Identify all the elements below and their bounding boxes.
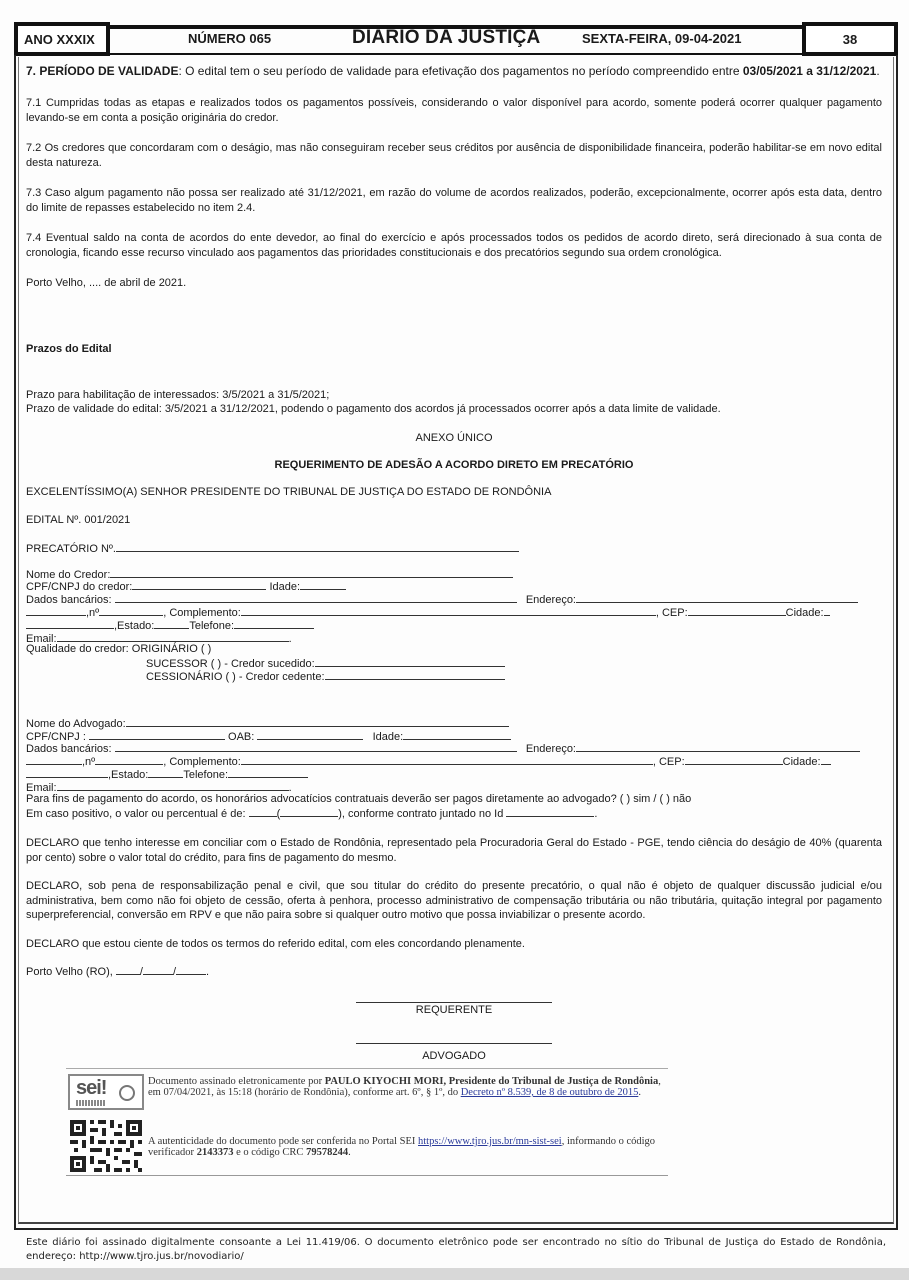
advogado-label: ADVOGADO <box>422 1050 486 1062</box>
page-edge <box>0 1268 909 1280</box>
section-7 <box>26 64 882 291</box>
advogado-state-row: ,Estado: Telefone: <box>26 767 308 781</box>
credor-city-input[interactable] <box>824 605 830 616</box>
requerente-label: REQUERENTE <box>415 1004 493 1016</box>
section-7-intro: 7. PERÍODO DE VALIDADE: O edital tem o seu período de validade para efetivação dos pagamentos no período compreendido entre 03/05/2021 a 31/12/2021. <box>26 64 880 78</box>
credor-cpf-row: CPF/CNPJ do credor: Idade: <box>26 579 346 593</box>
advogado-cep-input[interactable] <box>685 754 783 765</box>
credor-bank-row: Dados bancários: Endereço: <box>26 592 858 606</box>
crc-code: 79578244 <box>306 1147 349 1158</box>
anexo-title: ANEXO ÚNICO <box>415 432 493 444</box>
credor-city-input-cont[interactable] <box>26 618 114 629</box>
requerente-signature-line[interactable] <box>356 1002 552 1003</box>
credor-cedente-input[interactable] <box>325 669 505 680</box>
declaration-3: DECLARO que estou ciente de todos os termos do referido edital, com eles concordando plenamente. <box>26 937 525 950</box>
verifier-code: 2143373 <box>196 1147 234 1158</box>
sei-logo-text: sei! <box>76 1077 107 1099</box>
qr-code-icon <box>70 1120 142 1172</box>
place-date: Porto Velho, .... de abril de 2021. <box>26 277 187 289</box>
advogado-state-input[interactable] <box>148 767 183 778</box>
credor-state-input[interactable] <box>154 618 189 629</box>
signer-name: PAULO KIYOCHI MORI <box>324 1076 444 1087</box>
sei-portal-link[interactable]: https://www.tjro.jus.br/mn-sist-sei <box>418 1136 562 1147</box>
credor-phone-input[interactable] <box>234 618 314 629</box>
prazos-heading: Prazos do Edital <box>26 343 112 355</box>
month-input[interactable] <box>143 964 173 975</box>
credor-street-input[interactable] <box>26 605 86 616</box>
page-number: 38 <box>842 31 858 47</box>
honorarios-value-row: Em caso positivo, o valor ou percentual é de: ( ), conforme contrato juntado no Id . <box>26 808 598 820</box>
anexo-subtitle: REQUERIMENTO DE ADESÃO A ACORDO DIRETO EM PRECATÓRIO <box>274 459 634 471</box>
credor-number-input[interactable] <box>99 605 163 616</box>
credor-qualidade: Qualidade do credor: ORIGINÁRIO ( ) <box>26 643 212 655</box>
issue-number: NÚMERO 065 <box>188 31 272 46</box>
advogado-name-row: Nome do Advogado: <box>26 716 509 730</box>
credor-complement-input[interactable] <box>241 605 656 616</box>
edital-number: EDITAL Nº. 001/2021 <box>26 514 131 526</box>
credor-address-row2: ,nº , Complemento: , CEP: Cidade: <box>26 605 830 619</box>
advogado-name-input[interactable] <box>126 716 509 727</box>
item-7-3: 7.3 Caso algum pagamento não possa ser realizado até 31/12/2021, em razão do volume de acordos realizados, poderão, excepcionalmente, ocorrer após esta data, dentro do limite de repasses estabelecido no item 2.4. <box>26 187 882 214</box>
item-7-2: 7.2 Os credores que concordaram com o deságio, mas não conseguiram receber seus créditos por ausência de disponibilidade financeira, poderão habilitar-se em novo edital desta natureza. <box>26 142 882 169</box>
signature-seal-icon <box>119 1085 135 1101</box>
advogado-signature-line[interactable] <box>356 1043 552 1044</box>
credor-state-row: ,Estado: Telefone: <box>26 618 314 632</box>
decree-link[interactable]: Decreto nº 8.539, de 8 de outubro de 2015 <box>460 1087 639 1098</box>
sei-signature-note: Documento assinado eletronicamente por PAULO KIYOCHI MORI, Presidente do Tribunal de Justiça de Rondônia, em 07/04/2021, às 15:18 (horário de Rondônia), conforme art. 6º, § 1º, do Decreto nº 8.539, de 8 de outubro de 2015. <box>148 1076 661 1098</box>
declaration-1: DECLARO que tenho interesse em conciliar com o Estado de Rondônia, representado pela Procuradoria Geral do Estado - PGE, tendo ciência do deságio de 40% (quarenta por cento) sobre o valor total do crédito, para fins de pagamento do mesmo. <box>26 837 882 864</box>
section-7-heading: 7. PERÍODO DE VALIDADE <box>26 64 179 78</box>
credor-bank-input[interactable] <box>115 592 517 603</box>
advogado-oab-input[interactable] <box>257 729 363 740</box>
honorarios-value-input[interactable] <box>249 806 277 817</box>
credor-address-input[interactable] <box>576 592 858 603</box>
year-input[interactable] <box>176 964 206 975</box>
prazo-habilitacao: Prazo para habilitação de interessados: 3/5/2021 a 31/5/2021; <box>26 389 330 401</box>
item-7-4: 7.4 Eventual saldo na conta de acordos do ente devedor, ao final do exercício e após processados todos os pedidos de acordo direto, será direcionado à sua conta de cronologia, ficando esse recurso vinculado aos pagamentos das prioridades constitucionais e dos precatórios segundo sua ordem cronológica. <box>26 232 882 259</box>
honorarios-question: Para fins de pagamento do acordo, os honorários advocatícios contratuais deverão ser pagos diretamente ao advogado? ( ) sim / ( ) não <box>26 793 692 805</box>
honorarios-value-words-input[interactable] <box>280 806 338 817</box>
advogado-bank-row: Dados bancários: Endereço: <box>26 741 860 755</box>
advogado-city-input[interactable] <box>821 754 831 765</box>
credor-cessionario-row: CESSIONÁRIO ( ) - Credor cedente: <box>146 669 505 683</box>
day-input[interactable] <box>116 964 140 975</box>
advogado-street-input[interactable] <box>26 754 82 765</box>
advogado-email-row: Email: . <box>26 782 292 794</box>
year-box <box>14 22 110 56</box>
advogado-phone-input[interactable] <box>228 767 308 778</box>
validity-period: 03/05/2021 a 31/12/2021 <box>742 64 877 78</box>
addressee: EXCELENTÍSSIMO(A) SENHOR PRESIDENTE DO TRIBUNAL DE JUSTIÇA DO ESTADO DE RONDÔNIA <box>26 486 552 498</box>
credor-sucedido-input[interactable] <box>315 656 505 667</box>
sei-logo <box>68 1074 144 1110</box>
advogado-city-input-cont[interactable] <box>26 767 108 778</box>
advogado-number-input[interactable] <box>95 754 163 765</box>
advogado-email-input[interactable] <box>57 780 289 791</box>
credor-idade-input[interactable] <box>300 579 346 590</box>
sei-divider-bottom <box>66 1175 668 1176</box>
place-date-form: Porto Velho (RO), / / . <box>26 966 210 978</box>
declarations <box>26 836 882 951</box>
credor-cpf-input[interactable] <box>132 579 266 590</box>
advogado-cpf-input[interactable] <box>89 729 225 740</box>
credor-name-row: Nome do Credor: <box>26 567 513 581</box>
publication-title: DIARIO DA JUSTIÇA <box>352 27 541 48</box>
issue-date: SEXTA-FEIRA, 09-04-2021 <box>582 31 742 46</box>
credor-sucessor-row: SUCESSOR ( ) - Credor sucedido: <box>146 656 505 670</box>
page-number-box <box>802 22 898 56</box>
credor-cep-input[interactable] <box>688 605 786 616</box>
precatorio-field: PRECATÓRIO Nº. <box>26 541 519 555</box>
prazo-validade: Prazo de validade do edital: 3/5/2021 a 31/12/2021, podendo o pagamento dos acordos já processados ocorrer após a data limite de validade. <box>26 403 721 415</box>
page-footer: Este diário foi assinado digitalmente consoante a Lei 11.419/06. O documento eletrônico pode ser encontrado no sítio do Tribunal de Justiça do Estado de Rondônia, endereço: http://www.tjro.jus.br/novodiario/ <box>26 1237 886 1262</box>
year-label: ANO XXXIX <box>24 31 95 47</box>
advogado-address-input[interactable] <box>576 741 860 752</box>
advogado-bank-input[interactable] <box>115 741 517 752</box>
advogado-cpf-row: CPF/CNPJ : OAB: Idade: <box>26 729 511 743</box>
credor-name-input[interactable] <box>110 567 513 578</box>
sei-divider-top <box>66 1068 668 1069</box>
credor-email-row: Email: . <box>26 633 292 645</box>
item-7-1: 7.1 Cumpridas todas as etapas e realizados todos os pagamentos possíveis, considerando o valor disponível para acordo, somente poderá ocorrer qualquer pagamento levando-se em conta a posição originária do credor. <box>26 97 882 124</box>
signer-role: , Presidente do Tribunal de Justiça de Rondônia <box>443 1076 659 1087</box>
advogado-complement-input[interactable] <box>241 754 653 765</box>
credor-email-input[interactable] <box>57 631 289 642</box>
contract-id-input[interactable] <box>506 806 594 817</box>
sei-logo-subtitle <box>76 1100 106 1106</box>
precatorio-input[interactable] <box>116 541 519 552</box>
advogado-address-row2: ,nº , Complemento: , CEP: Cidade: <box>26 754 831 768</box>
declaration-2: DECLARO, sob pena de responsabilização penal e civil, que sou titular do crédito do presente precatório, o qual não é objeto de qualquer discussão judicial e/ou administrativa, bem como não foi objeto de cessão, oferta à penhora, processo administrativo de compensação tributária ou não tributária, quitação integral por pagamento superpreferencial, conversão em RPV e que não paira sobre si qualquer outro motivo que possa inviabilizar o presente acordo. <box>26 880 882 921</box>
sei-authenticity-note: A autenticidade do documento pode ser conferida no Portal SEI https://www.tjro.jus.br/mn-sist-sei, informando o código verificador 2143373 e o código CRC 79578244. <box>148 1136 656 1158</box>
advogado-idade-input[interactable] <box>403 729 511 740</box>
